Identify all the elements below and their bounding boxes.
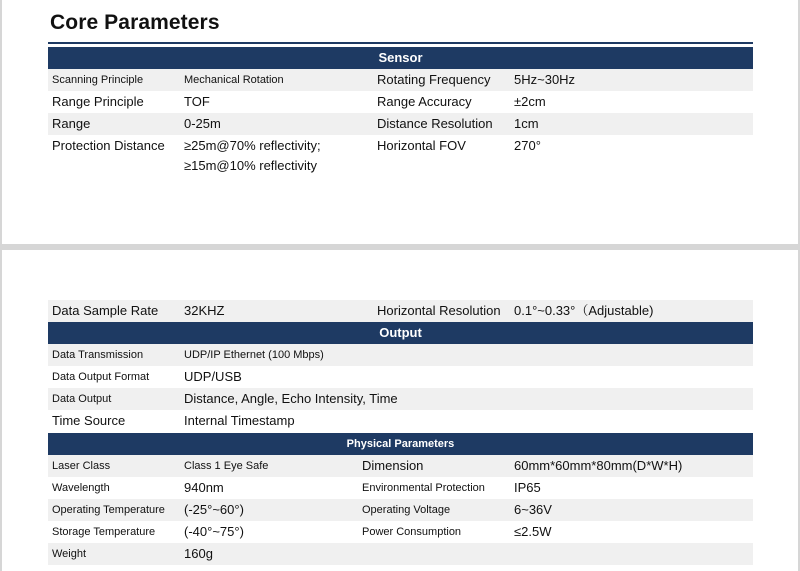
param-label: Operating Voltage: [362, 504, 451, 516]
document-page-2: [2, 250, 798, 571]
param-label: Protection Distance: [52, 138, 165, 153]
param-value: 270°: [514, 138, 541, 153]
param-value: (-25°~60°): [184, 502, 244, 517]
param-label: Rotating Frequency: [377, 72, 491, 87]
section-header-physical: Physical Parameters: [48, 433, 753, 455]
param-value: TOF: [184, 94, 210, 109]
param-label: Distance Resolution: [377, 116, 493, 131]
param-value: 940nm: [184, 480, 224, 495]
table-row: [48, 543, 753, 565]
param-value: IP65: [514, 480, 541, 495]
param-label: Horizontal FOV: [377, 138, 466, 153]
param-label: Data Sample Rate: [52, 303, 159, 318]
param-label: Data Transmission: [52, 349, 144, 361]
param-label: Wavelength: [52, 482, 110, 494]
param-value: 0.1°~0.33°（Adjustable): [514, 303, 654, 318]
table-row: [48, 455, 753, 477]
param-label: Range Accuracy: [377, 94, 472, 109]
param-value: ≤2.5W: [514, 524, 552, 539]
param-label: Range: [52, 116, 91, 131]
document-page-1: [2, 0, 798, 244]
param-label: Laser Class: [52, 460, 111, 472]
param-value: Internal Timestamp: [184, 413, 295, 428]
table-row: [48, 344, 753, 366]
param-value: 0-25m: [184, 116, 221, 131]
param-value: 60mm*60mm*80mm(D*W*H): [514, 458, 683, 473]
section-header-sensor: Sensor: [48, 47, 753, 69]
param-label: Environmental Protection: [362, 482, 485, 494]
title-underline: [48, 42, 753, 44]
param-value: 1cm: [514, 116, 539, 131]
table-row: [48, 521, 753, 543]
table-row: [48, 69, 753, 91]
table-row: [48, 91, 753, 113]
table-row: [48, 477, 753, 499]
table-row: [48, 300, 753, 322]
param-label: Weight: [52, 548, 87, 560]
param-value: UDP/USB: [184, 369, 242, 384]
param-label: Data Output Format: [52, 371, 150, 383]
table-row: [48, 366, 753, 388]
param-value-line: ≥15m@10% reflectivity: [184, 158, 318, 173]
param-label: Range Principle: [52, 94, 144, 109]
param-label: Operating Temperature: [52, 504, 165, 516]
param-value: Distance, Angle, Echo Intensity, Time: [184, 391, 398, 406]
param-label: Data Output: [52, 393, 112, 405]
param-value: Mechanical Rotation: [184, 74, 284, 86]
section-header-output: Output: [48, 322, 753, 344]
table-row: [48, 499, 753, 521]
table-row: [48, 388, 753, 410]
param-label: Horizontal Resolution: [377, 303, 501, 318]
table-row: [48, 410, 753, 432]
table-row: [48, 113, 753, 135]
param-value: UDP/IP Ethernet (100 Mbps): [184, 349, 324, 361]
param-value: 32KHZ: [184, 303, 225, 318]
param-value: 160g: [184, 546, 213, 561]
param-label: Dimension: [362, 458, 424, 473]
table-row: [48, 135, 753, 175]
param-value-line: ≥25m@70% reflectivity;: [184, 138, 321, 153]
param-value: (-40°~75°): [184, 524, 244, 539]
param-value: ±2cm: [514, 94, 546, 109]
page-title: Core Parameters: [50, 11, 220, 34]
param-value: Class 1 Eye Safe: [184, 460, 269, 472]
param-label: Storage Temperature: [52, 526, 156, 538]
param-label: Scanning Principle: [52, 74, 144, 86]
param-value: 5Hz~30Hz: [514, 72, 576, 87]
param-label: Time Source: [52, 413, 126, 428]
param-label: Power Consumption: [362, 526, 462, 538]
param-value: 6~36V: [514, 502, 552, 517]
